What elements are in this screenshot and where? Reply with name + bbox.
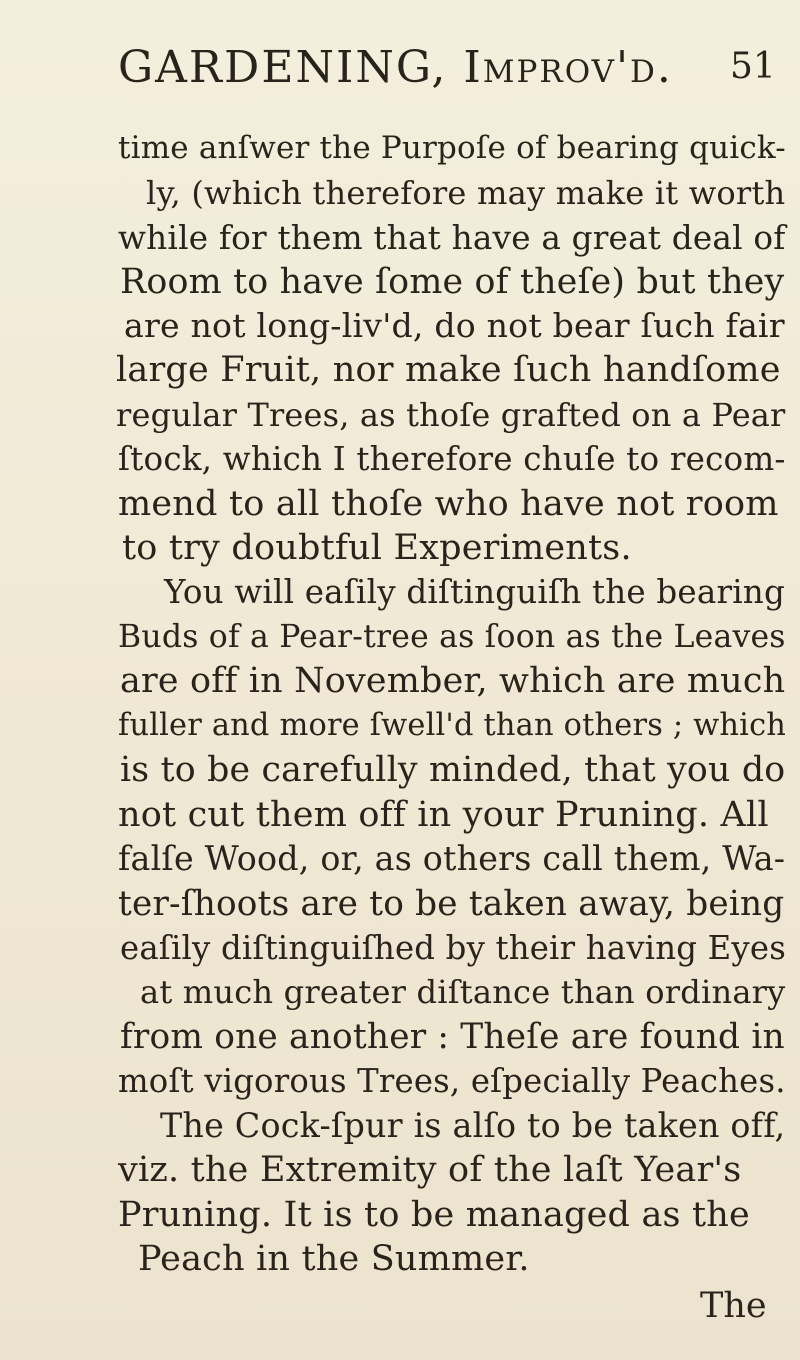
page-number: 51 [730,46,776,87]
page-header [0,20,800,93]
text-line: time anſwer the Purpoſe of bearing quick- [118,130,786,166]
text-line: Buds of a Pear-tree as ſoon as the Leaves [118,619,786,655]
text-line: to try doubtful Experiments. [122,528,632,568]
text-line: are off in November, which are much [120,661,786,701]
text-line: Room to have ſome of theſe) but they [120,262,785,302]
text-line: ter-ſhoots are to be taken away, being [118,884,785,924]
text-line: falſe Wood, or, as others call them, Wa- [118,839,786,878]
text-line: regular Trees, as thoſe grafted on a Pear [116,396,786,434]
text-line: while for them that have a great deal of [118,219,786,257]
text-line: are not long-liv'd, do not bear ſuch fair [124,306,785,345]
text-line: at much greater diſtance than ordinary [140,973,786,1011]
text-line: mend to all thoſe who have not room [118,484,779,524]
text-line: Peach in the Summer. [138,1239,530,1279]
catchword: The [700,1286,767,1326]
text-line: viz. the Extremity of the laſt Year's [118,1150,742,1190]
text-line: Pruning. It is to be managed as the [118,1195,750,1235]
text-line: from one another : Theſe are found in [120,1017,785,1057]
text-line: ly, (which therefore may make it worth [146,174,786,212]
text-line: You will eaſily diſtinguiſh the bearing [164,573,785,611]
text-line: eaſily diſtinguiſhed by their having Eyes [120,929,787,967]
text-line: not cut them off in your Pruning. All [118,795,769,835]
text-line: moſt vigorous Trees, eſpecially Peaches. [118,1062,786,1100]
text-line: fuller and more ſwell'd than others ; which [118,708,787,743]
running-title: GARDENING, Improv'd. [118,42,673,93]
text-line: is to be carefully minded, that you do [120,750,786,790]
text-line: large Fruit, nor make ſuch handſome [116,350,781,390]
text-line: The Cock-ſpur is alſo to be taken off, [160,1106,786,1145]
text-line: ſtock, which I therefore chuſe to recom- [118,440,786,478]
